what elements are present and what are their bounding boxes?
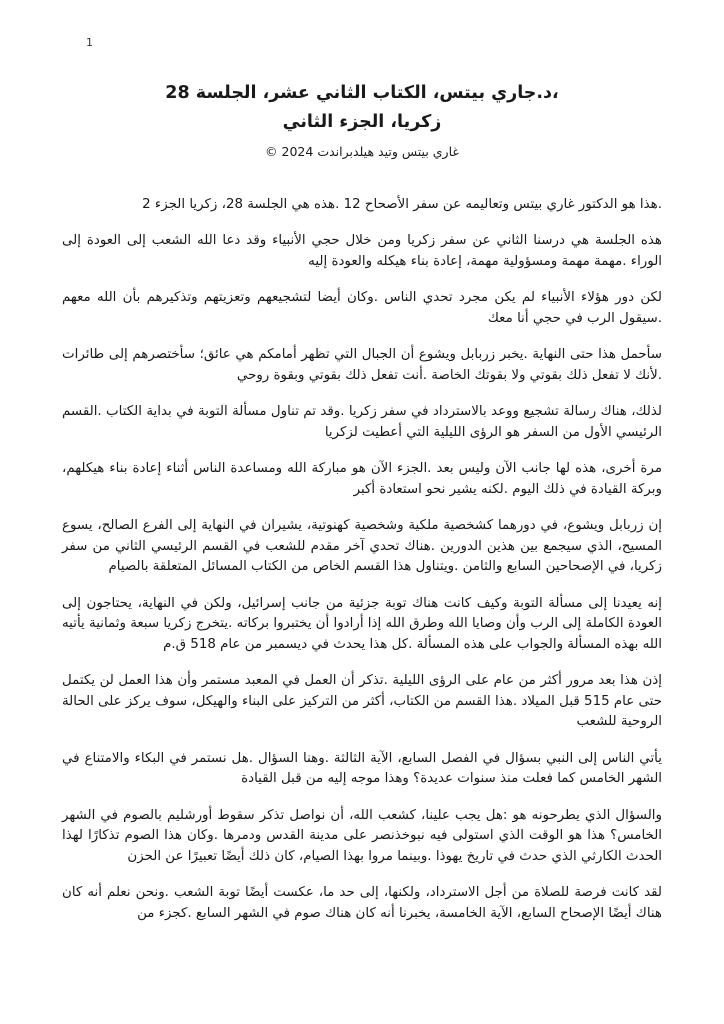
document-body xyxy=(62,195,662,925)
paragraph: سأحمل هذا حتى النهاية .يخبر زربابل ويشوع أن الجبال التي تظهر أمامكم هي عائق؛ سأختصرهم إلى طائرات .لأنك لا تفعل ذلك بقوتي ولا بقوتك الخاصة .أنت تفعل ذلك بقوتي وبقوة روحي xyxy=(62,347,662,383)
paragraph: إن زربابل ويشوع، في دورهما كشخصية ملكية وشخصية كهنوتية، يشيران في النهاية إلى الفرع الصالح، يسوع المسيح، الذي سيجمع بين هذين الدورين .هناك تحدي آخر مقدم للشعب في القسم الرئيسي الثاني من سفر زكريا، في الإصحاحين السابع والثامن .ويتناول هذا القسم الخاص من الكتاب المسائل المتعلقة بالصيام xyxy=(62,518,662,575)
paragraph: لذلك، هناك رسالة تشجيع ووعد بالاسترداد في سفر زكريا .وقد تم تناول مسألة التوبة في بداية الكتاب .القسم الرئيسي الأول من السفر هو الرؤى الليلية التي أعطيت لزكريا xyxy=(62,404,662,440)
paragraph: يأتي الناس إلى النبي بسؤال في الفصل السابع، الآية الثالثة .وهنا السؤال .هل نستمر في البكاء والامتناع في الشهر الخامس كما فعلت منذ سنوات عديدة؟ وهذا موجه إليه من قبل القيادة xyxy=(62,750,662,787)
paragraph: هذه الجلسة هي درسنا الثاني عن سفر زكريا ومن خلال حجي الأنبياء وقد دعا الله الشعب إلى العودة إلى الوراء .مهمة مهمة ومسؤولية مهمة، إعادة بناء هيكله والعودة إليه xyxy=(62,233,662,269)
copyright-line: غاري بيتس وتيد هيلدبراندت 2024 © xyxy=(265,144,459,160)
paragraph: إنه يعيدنا إلى مسألة التوبة وكيف كانت هناك توبة جزئية من جانب إسرائيل، ولكن في النهاية، يحتاجون إلى العودة الكاملة إلى الرب وأن وصايا الله وطرق الله إذا أرادوا أن يختبروا بركاته .يتخرج زكريا سبعة وثمانية يأتيه الله بهذه المسألة والجواب على هذه المسألة .كل هذا يحدث في ديسمبر من عام 518 ق.م xyxy=(62,595,662,652)
paragraph: لقد كانت فرصة للصلاة من أجل الاسترداد، ولكنها، إلى حد ما، عكست أيضًا توبة الشعب .ونحن نعلم أنه كان هناك أيضًا الإصحاح السابع، الآية الخامسة، يخبرنا أنه كان هناك صوم في الشهر السابع .كجزء من xyxy=(62,885,662,921)
paragraph: مرة أخرى، هذه لها جانب الآن وليس بعد .الجزء الآن هو مباركة الله ومساعدة الناس أثناء إعادة بناء هيكلهم، وبركة القيادة في ذلك اليوم .لكنه يشير نحو استعادة أكبر xyxy=(62,461,662,497)
paragraph: .هذا هو الدكتور غاري بيتس وتعاليمه عن سفر الأصحاح 12 .هذه هي الجلسة 28، زكريا الجزء 2 xyxy=(142,196,662,212)
document-header xyxy=(0,0,724,161)
document-title: ،د.جاري بيتس، الكتاب الثاني عشر، الجلسة 28 xyxy=(165,83,559,103)
document-subtitle: زكريا، الجزء الثاني xyxy=(282,112,442,133)
paragraph: إذن هذا بعد مرور أكثر من عام على الرؤى الليلية .تذكر أن العمل في المعبد مستمر وأن هذا العمل لن يكتمل حتى عام 515 قبل الميلاد .هذا القسم من الكتاب، أكثر من التركيز على البناء والهيكل، سوف يركز على الحالة الروحية للشعب xyxy=(62,673,663,730)
page-number: 1 xyxy=(86,36,93,49)
paragraph: لكن دور هؤلاء الأنبياء لم يكن مجرد تحدي الناس .وكان أيضا لتشجيعهم وتعزيتهم وتذكيرهم بأن الله معهم .سيقول الرب في حجي أنا معك xyxy=(62,290,662,326)
paragraph: والسؤال الذي يطرحونه هو :هل يجب علينا، كشعب الله، أن نواصل تذكر سقوط أورشليم بالصوم في الشهر الخامس؟ هذا هو الوقت الذي استولى فيه نبوخذنصر على مدينة القدس ودمرها .وكان هذا الصوم تذكارًا لهذا الحدث الكارثي الذي حدث في تاريخ يهوذا .وبينما مروا بهذا الصيام، كان ذلك أيضًا تعبيرًا عن الحزن xyxy=(62,807,662,864)
